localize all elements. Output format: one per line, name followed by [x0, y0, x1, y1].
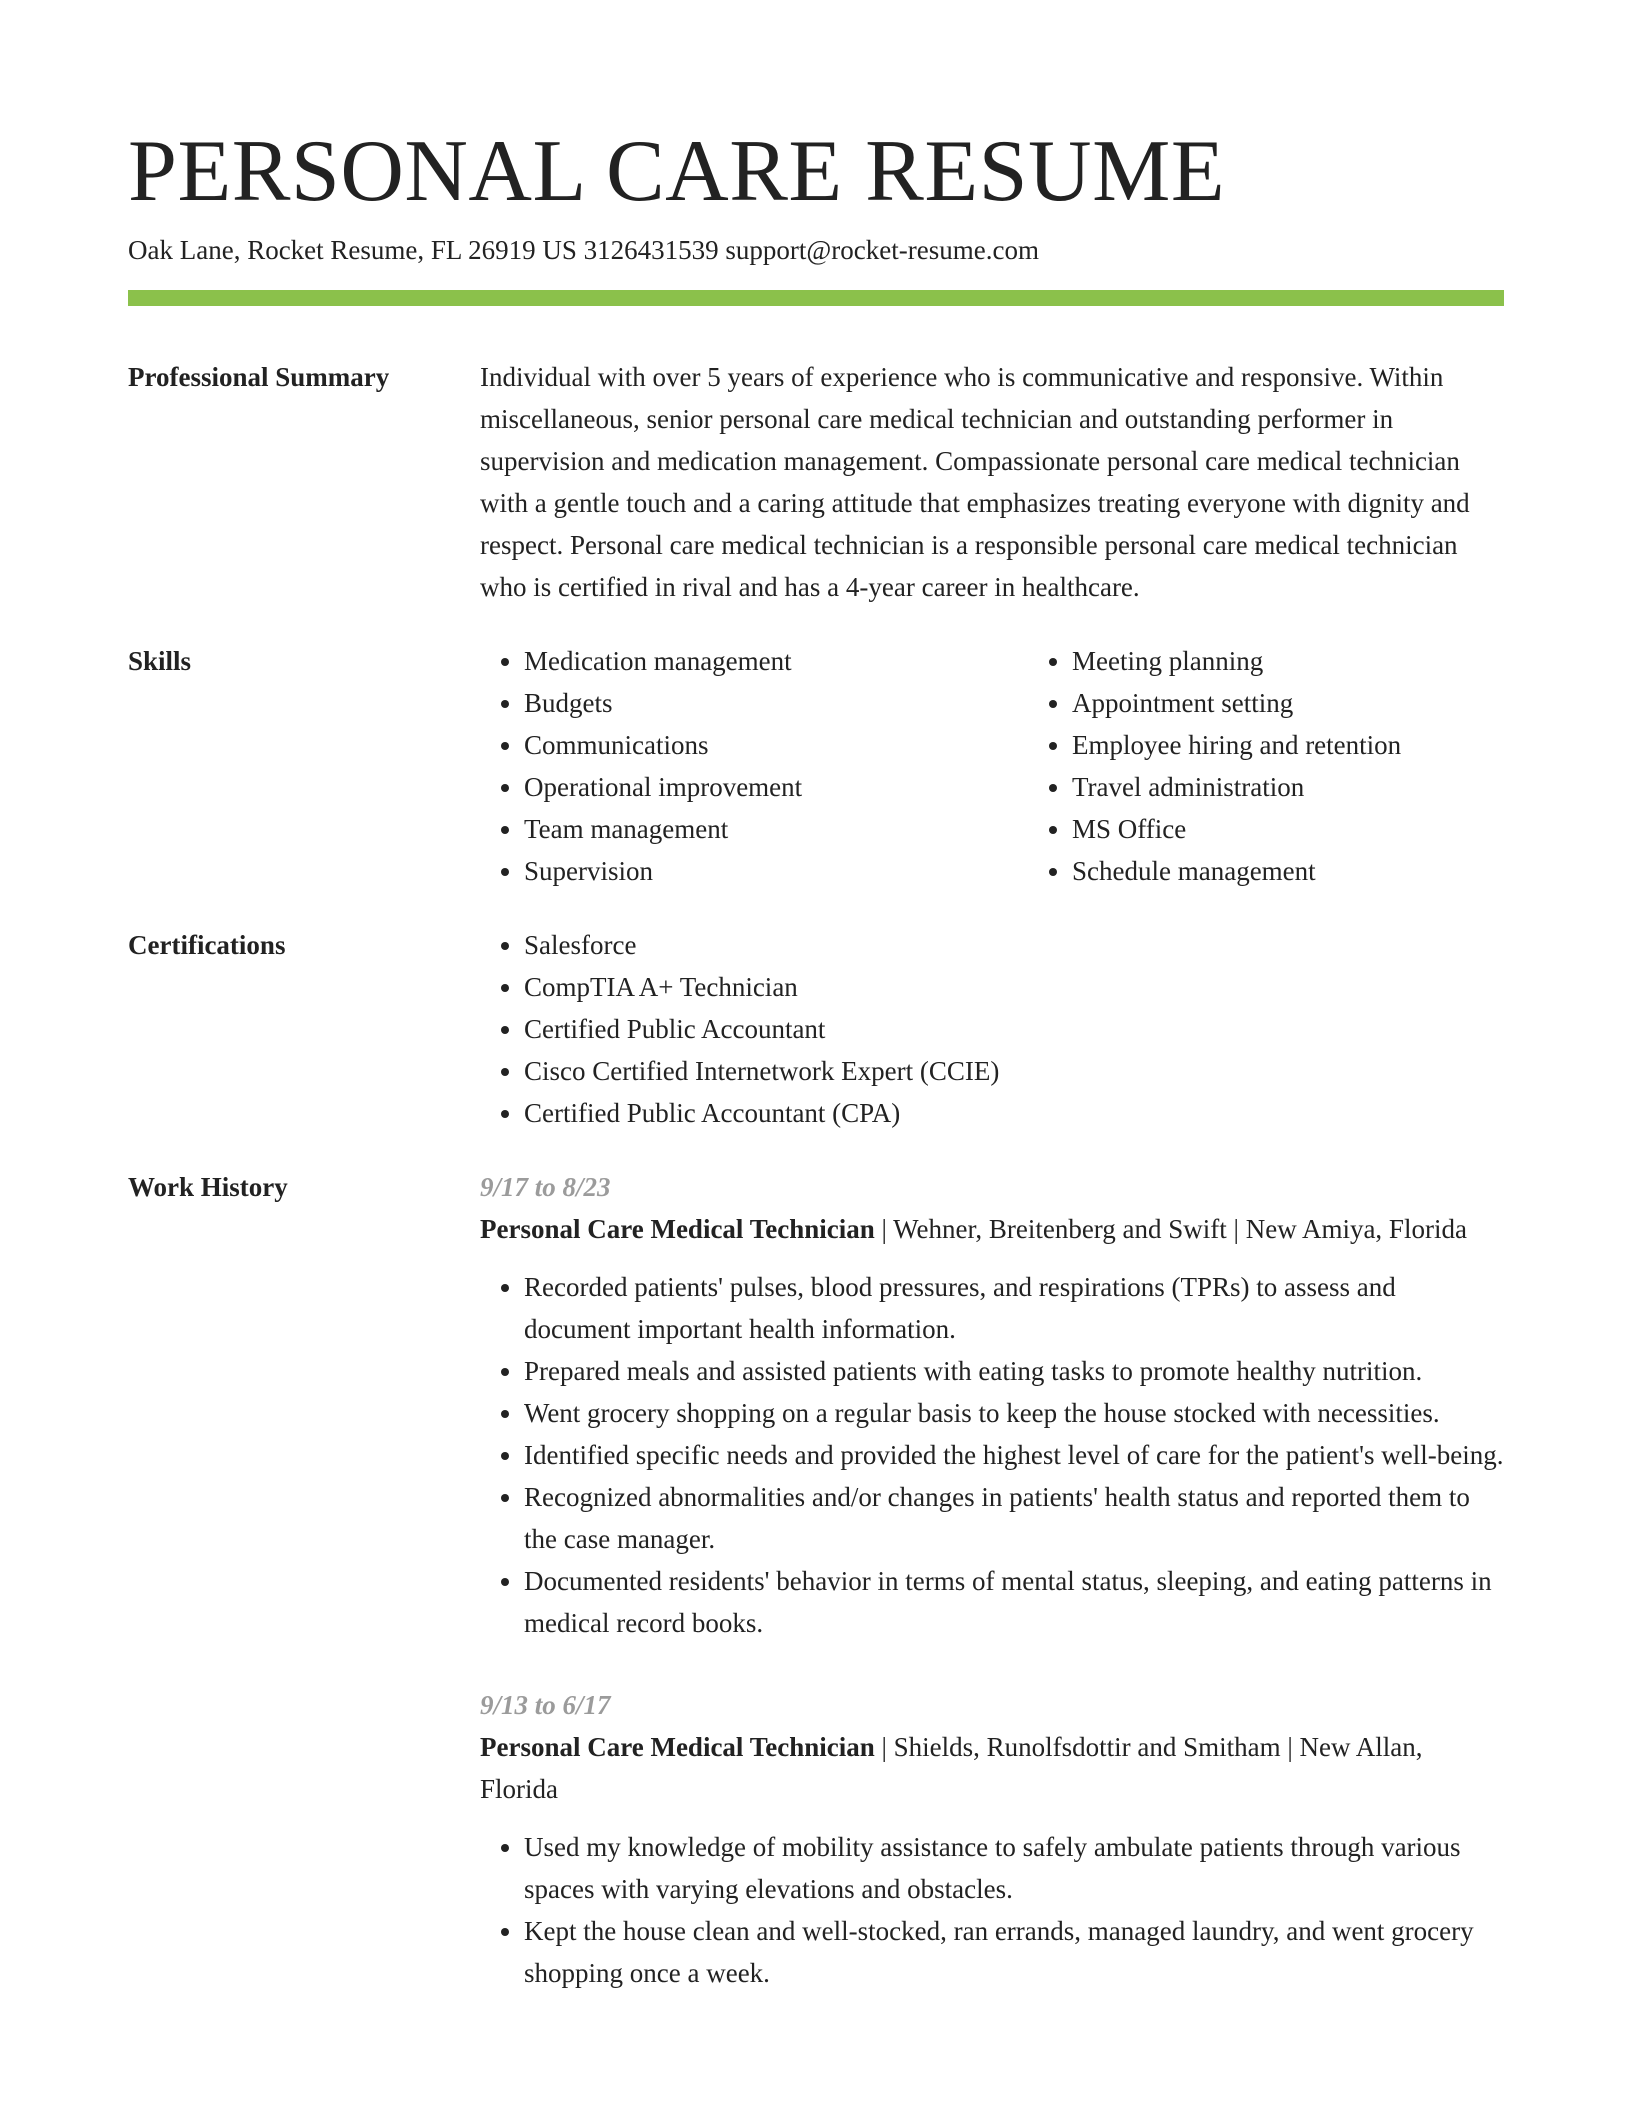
job-bullet: • Recorded patients' pulses, blood pressures, and respirations (TPRs) to assess and document important health information.	[524, 1266, 1504, 1350]
summary-text: Individual with over 5 years of experience who is communicative and responsive. Within miscellaneous, senior personal care medical technician and outstanding performer in supervision and medication management. Compassionate personal care medical technician with a gentle touch and a caring attitude that emphasizes treating everyone with dignity and respect. Personal care medical technician is a responsible personal care medical technician who is certified in rival and has a 4-year career in healthcare.	[480, 362, 1470, 602]
job-bullets	[480, 1266, 1504, 1644]
skills-grid	[480, 640, 1504, 892]
certification-item: • Certified Public Accountant (CPA)	[524, 1092, 1504, 1134]
section-body	[480, 1166, 1504, 1994]
contact-line: Oak Lane, Rocket Resume, FL 26919 US 3126431539 support@rocket-resume.com	[128, 235, 1039, 265]
skill-item: • Schedule management	[1072, 850, 1504, 892]
job-title: Personal Care Medical Technician	[480, 1214, 875, 1244]
certification-item: • Cisco Certified Internetwork Expert (CCIE)	[524, 1050, 1504, 1092]
certifications-section	[128, 924, 1504, 1134]
job-title-line	[480, 1726, 1504, 1810]
skill-item: • Team management	[524, 808, 1028, 850]
certifications-list	[480, 924, 1504, 1134]
professional-summary-section	[128, 356, 1504, 608]
job-title-line	[480, 1208, 1504, 1250]
accent-divider	[128, 290, 1504, 306]
job-entry	[480, 1684, 1504, 1994]
section-label: Certifications	[128, 930, 286, 960]
skill-item: • Meeting planning	[1072, 640, 1504, 682]
certification-item: • Salesforce	[524, 924, 1504, 966]
job-bullet: • Went grocery shopping on a regular basis to keep the house stocked with necessities.	[524, 1392, 1504, 1434]
job-bullet: • Recognized abnormalities and/or changes in patients' health status and reported them to the case manager.	[524, 1476, 1504, 1560]
section-label: Professional Summary	[128, 362, 390, 392]
certification-item: • CompTIA A+ Technician	[524, 966, 1504, 1008]
job-bullets	[480, 1826, 1504, 1994]
section-label: Skills	[128, 646, 192, 676]
skill-item: • Employee hiring and retention	[1072, 724, 1504, 766]
work-history-section	[128, 1166, 1504, 1994]
job-bullet: • Documented residents' behavior in terms of mental status, sleeping, and eating patterns in medical record books.	[524, 1560, 1504, 1644]
skill-item: • Travel administration	[1072, 766, 1504, 808]
job-dates: 9/17 to 8/23	[480, 1172, 611, 1202]
resume-title: PERSONAL CARE RESUME	[128, 123, 1226, 220]
section-label: Work History	[128, 1172, 288, 1202]
job-details: | Shields, Runolfsdottir and Smitham | New Allan, Florida	[480, 1732, 1423, 1804]
skills-section	[128, 640, 1504, 892]
job-title: Personal Care Medical Technician	[480, 1732, 875, 1762]
skill-item: • Medication management	[524, 640, 1028, 682]
skills-list-right	[1028, 640, 1504, 892]
section-body	[480, 924, 1504, 1134]
skill-item: • Budgets	[524, 682, 1028, 724]
skill-item: • MS Office	[1072, 808, 1504, 850]
job-dates: 9/13 to 6/17	[480, 1690, 611, 1720]
skill-item: • Operational improvement	[524, 766, 1028, 808]
skill-item: • Supervision	[524, 850, 1028, 892]
job-bullet: • Used my knowledge of mobility assistance to safely ambulate patients through various spaces with varying elevations and obstacles.	[524, 1826, 1504, 1910]
resume-page	[128, 0, 1504, 1994]
section-body	[480, 356, 1504, 608]
job-bullet: • Prepared meals and assisted patients with eating tasks to promote healthy nutrition.	[524, 1350, 1504, 1392]
skill-item: • Appointment setting	[1072, 682, 1504, 724]
certification-item: • Certified Public Accountant	[524, 1008, 1504, 1050]
job-bullet: • Identified specific needs and provided the highest level of care for the patient's well-being.	[524, 1434, 1504, 1476]
job-bullet: • Kept the house clean and well-stocked, ran errands, managed laundry, and went grocery shopping once a week.	[524, 1910, 1504, 1994]
skill-item: • Communications	[524, 724, 1028, 766]
skills-list-left	[480, 640, 1028, 892]
job-details: | Wehner, Breitenberg and Swift | New Amiya, Florida	[874, 1214, 1467, 1244]
job-entry	[480, 1166, 1504, 1644]
